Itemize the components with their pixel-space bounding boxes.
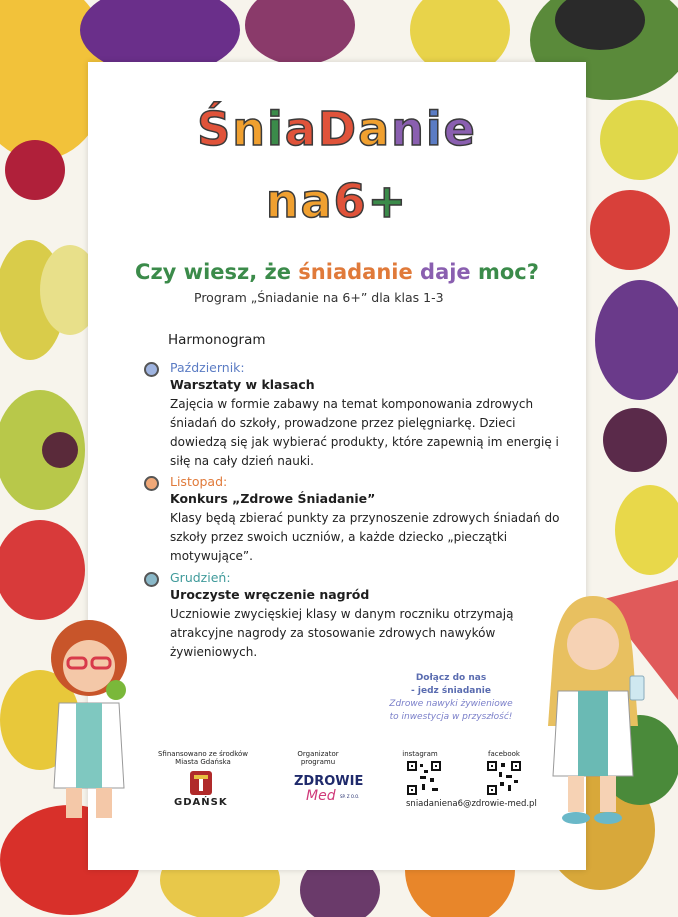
program-subtitle: Program „Śniadanie na 6+” dla klas 1-3 bbox=[194, 290, 444, 305]
schedule-label: Harmonogram bbox=[168, 332, 266, 348]
poster-card bbox=[88, 62, 586, 870]
girl-eating-apple-illustration bbox=[24, 618, 144, 828]
title-letter: n bbox=[265, 174, 301, 228]
zdrowie-med-logo: ZDROWIE bbox=[294, 774, 364, 789]
instagram-label: instagram bbox=[402, 750, 438, 758]
title-letter: Ś bbox=[197, 102, 233, 156]
gdansk-crest-icon bbox=[188, 769, 214, 797]
contact-email[interactable]: sniadaniena6@zdrowie-med.pl bbox=[406, 799, 537, 809]
bullet-dot bbox=[144, 476, 159, 491]
title-letter: n bbox=[391, 102, 426, 156]
join-line: to inwestycja w przyszłość! bbox=[389, 712, 513, 722]
organizer-text: Organizator programu bbox=[297, 750, 339, 766]
section-body: Klasy będą zbierać punkty za przynoszenie zdrowych śniadań do szkoły przez swoich uczniów, a każde dziecko „pieczątki motywujące”. bbox=[170, 511, 560, 563]
zdrowie-med-logo-suffix: SP. Z O.O. bbox=[340, 794, 360, 799]
section-heading: Uroczyste wręczenie nagród bbox=[170, 587, 370, 602]
title-line-1 bbox=[88, 102, 586, 156]
section-heading: Warsztaty w klasach bbox=[170, 377, 315, 392]
section-month: Październik: bbox=[170, 360, 245, 375]
title-letter: n bbox=[232, 102, 268, 156]
section-heading: Konkurs „Zdrowe Śniadanie” bbox=[170, 491, 376, 506]
title-letter: e bbox=[443, 102, 477, 156]
facebook-label: facebook bbox=[488, 750, 520, 758]
join-line: - jedz śniadanie bbox=[411, 686, 491, 696]
bullet-dot bbox=[144, 572, 159, 587]
section-month: Grudzień: bbox=[170, 570, 231, 585]
question-part: Czy wiesz, że bbox=[135, 260, 291, 284]
question-part: śniadanie bbox=[298, 260, 413, 284]
title-letter: D bbox=[317, 102, 359, 156]
title-line-2 bbox=[88, 174, 586, 228]
zdrowie-med-logo-sub: Med bbox=[306, 788, 336, 804]
title-letter: + bbox=[367, 174, 409, 228]
title-letter: i bbox=[425, 102, 444, 156]
join-line: Zdrowe nawyki żywieniowe bbox=[389, 699, 513, 709]
title-letter: a bbox=[358, 102, 392, 156]
gdansk-logo-text: GDAŃSK bbox=[174, 797, 228, 808]
headline-question bbox=[88, 260, 586, 284]
join-us-callout bbox=[356, 672, 546, 724]
title-letter: i bbox=[267, 102, 285, 156]
title-letter: a bbox=[284, 102, 318, 156]
section-body: Uczniowie zwycięskiej klasy w danym roczniku otrzymają atrakcyjne nagrody za stosowanie zdrowych nawyków żywieniowych. bbox=[170, 607, 514, 659]
join-line: Dołącz do nas bbox=[415, 673, 487, 683]
facebook-qr-code-icon[interactable] bbox=[486, 760, 522, 796]
section-month: Listopad: bbox=[170, 474, 228, 489]
funded-by-text: Sfinansowano ze środków Miasta Gdańska bbox=[157, 750, 249, 766]
girl-with-glass-illustration bbox=[528, 596, 658, 836]
section-body: Zajęcia w formie zabawy na temat komponowania zdrowych śniadań do szkoły, prowadzone przez pielęgniarkę. Dzieci dowiedzą się jak wybierać produkty, które zapewnią im energię i siłę na cały dzień nauki. bbox=[170, 397, 559, 468]
instagram-qr-code-icon[interactable] bbox=[406, 760, 442, 796]
bullet-dot bbox=[144, 362, 159, 377]
question-part: daje bbox=[420, 260, 471, 284]
title-letter: 6 bbox=[333, 174, 368, 228]
title-letter: a bbox=[300, 174, 334, 228]
question-part: moc? bbox=[478, 260, 539, 284]
